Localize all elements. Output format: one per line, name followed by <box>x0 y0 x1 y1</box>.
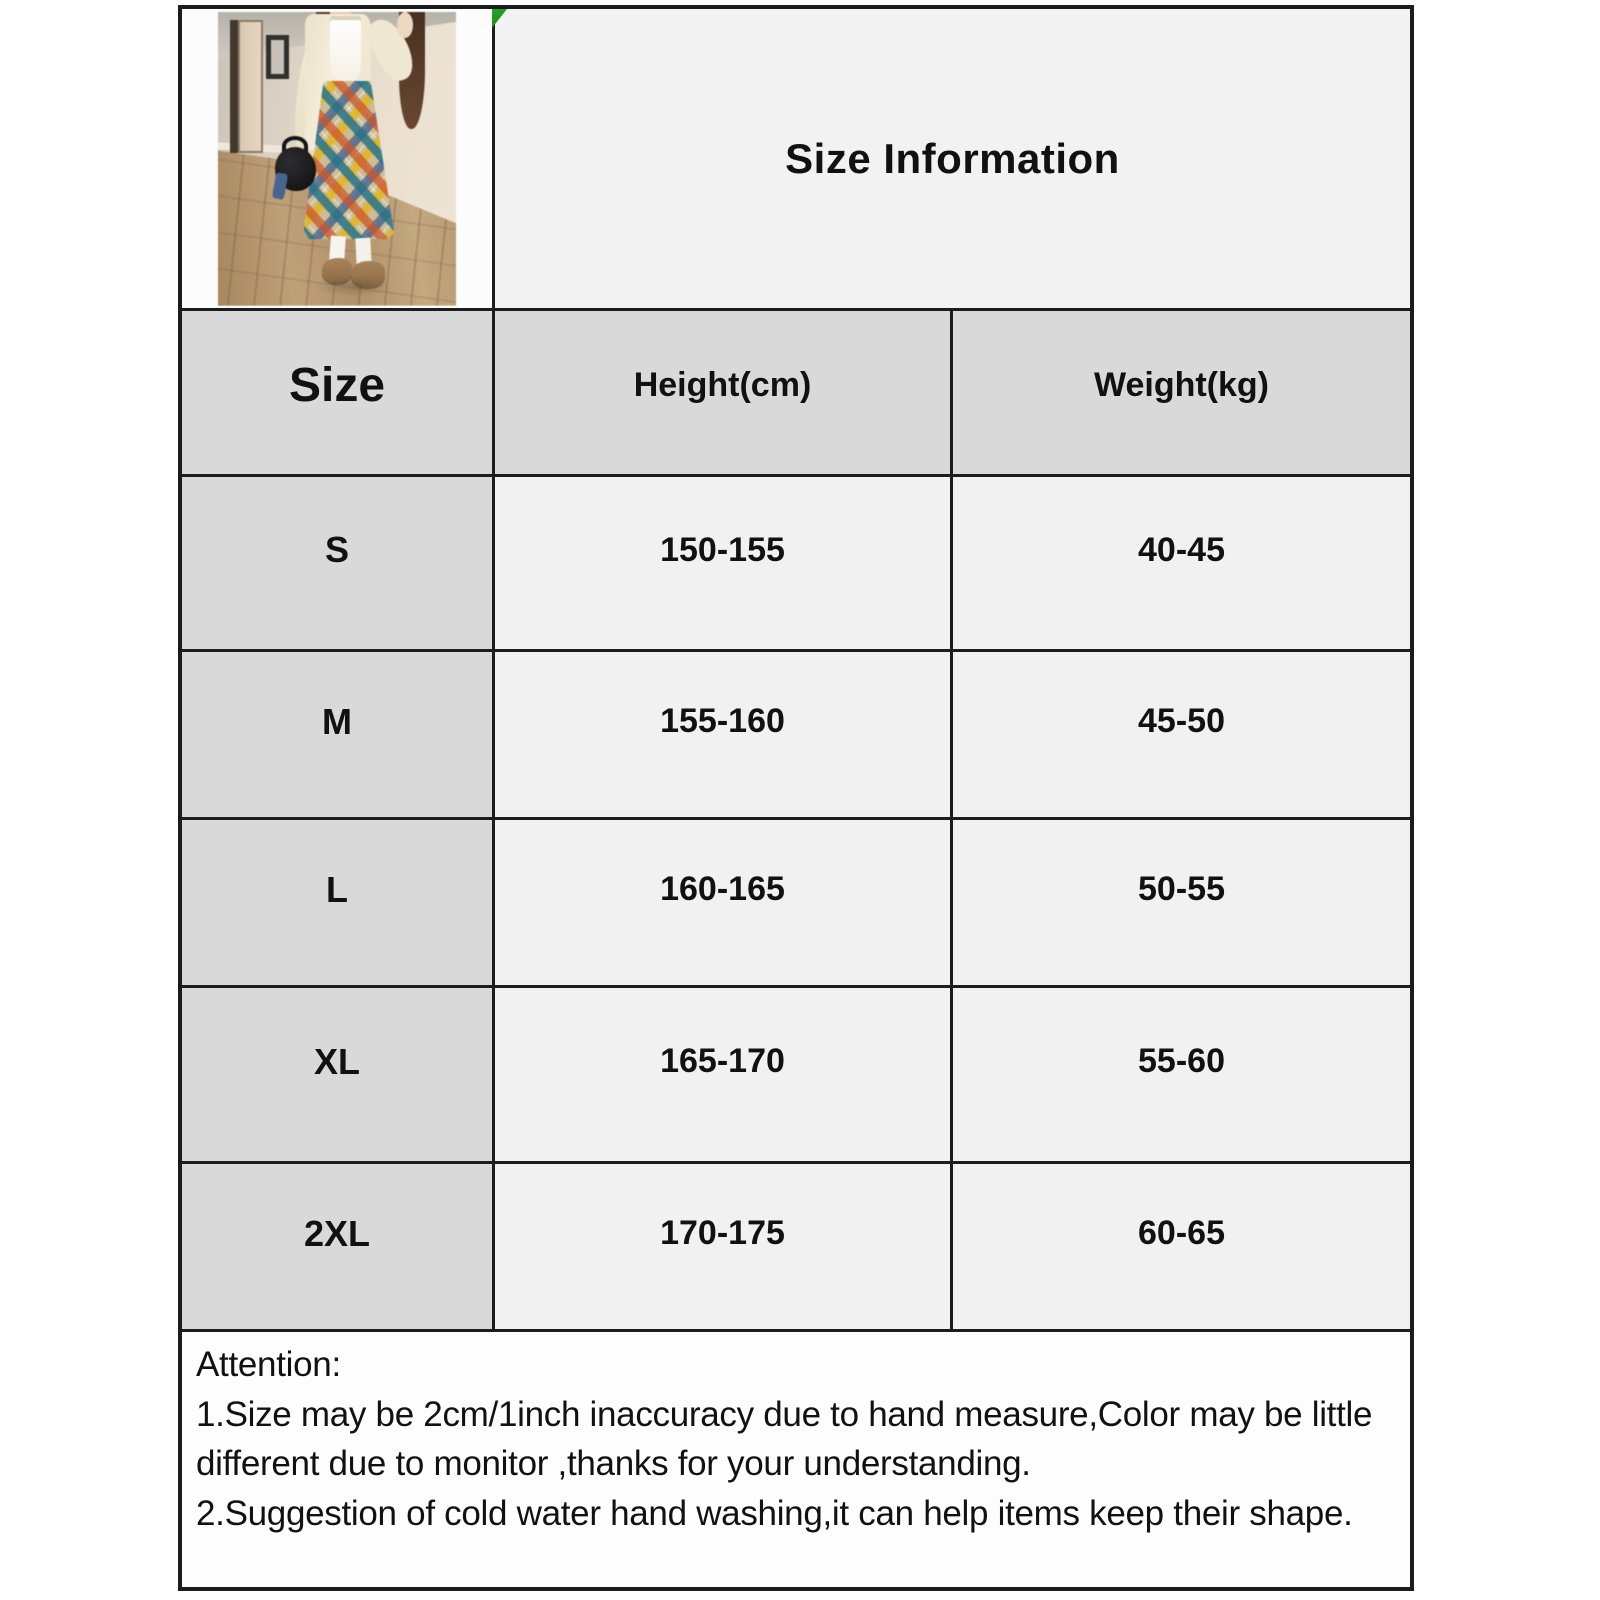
size-label-cell: M <box>182 652 495 820</box>
size-chart-table <box>178 5 1414 1591</box>
size-label-cell: 2XL <box>182 1164 495 1332</box>
column-header-height: Height(cm) <box>495 311 953 477</box>
weight-value-cell: 60-65 <box>953 1164 1410 1332</box>
column-header-weight: Weight(kg) <box>953 311 1410 477</box>
green-corner-marker-icon <box>492 9 507 28</box>
model-white-top <box>330 16 361 81</box>
weight-value-cell: 50-55 <box>953 820 1410 988</box>
attention-heading: Attention: <box>196 1345 341 1384</box>
height-value-cell: 160-165 <box>495 820 953 988</box>
product-photo <box>218 12 456 306</box>
attention-note-1: 1.Size may be 2cm/1inch inaccuracy due to hand measure,Color may be little different due to monitor ,thanks for your understanding. <box>196 1394 1373 1484</box>
size-information-title-cell <box>495 9 1410 311</box>
photo-door <box>238 20 263 152</box>
height-value-cell: 170-175 <box>495 1164 953 1332</box>
height-value-cell: 155-160 <box>495 652 953 820</box>
model-floor-shadow <box>313 276 394 297</box>
height-value-cell: 150-155 <box>495 477 953 652</box>
column-header-size: Size <box>182 311 495 477</box>
attention-note-2: 2.Suggestion of cold water hand washing,it can help items keep their shape. <box>196 1494 1353 1534</box>
size-label-cell: S <box>182 477 495 652</box>
photo-door-gap <box>230 20 238 152</box>
attention-section <box>182 1332 1410 1587</box>
photo-picture-frame <box>266 35 290 79</box>
size-label-cell: XL <box>182 988 495 1164</box>
weight-value-cell: 45-50 <box>953 652 1410 820</box>
product-photo-cell <box>182 9 495 311</box>
weight-value-cell: 55-60 <box>953 988 1410 1164</box>
height-value-cell: 165-170 <box>495 988 953 1164</box>
weight-value-cell: 40-45 <box>953 477 1410 652</box>
model-hand <box>397 12 414 38</box>
size-label-cell: L <box>182 820 495 988</box>
page-title: Size Information <box>785 134 1120 182</box>
